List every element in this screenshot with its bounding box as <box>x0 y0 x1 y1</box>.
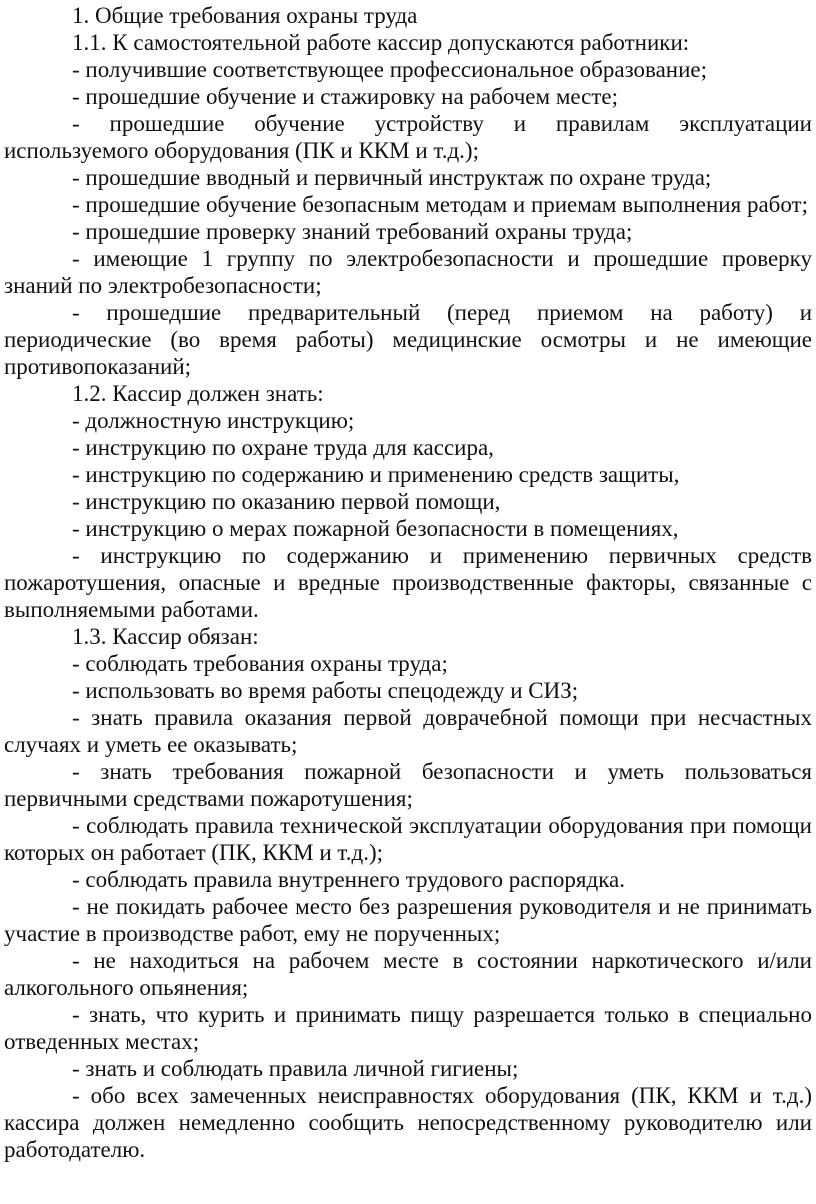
list-item: - соблюдать требования охраны труда; <box>72 651 448 676</box>
list-item: - должностную инструкцию; <box>72 408 355 433</box>
subsection-heading: 1.1. К самостоятельной работе кассир допускаются работники: <box>72 30 690 55</box>
list-item: - знать требования пожарной безопасности и уметь пользоваться первичными средствами пожаротушения; <box>4 759 812 811</box>
list-item: - соблюдать правила внутреннего трудового распорядка. <box>72 867 625 892</box>
list-item: - инструкцию о мерах пожарной безопасности в помещениях, <box>72 516 679 541</box>
list-item: - получившие соответствующее профессиональное образование; <box>72 57 708 82</box>
list-item: - знать и соблюдать правила личной гигиены; <box>72 1056 519 1081</box>
list-item: - знать правила оказания первой доврачебной помощи при несчастных случаях и уметь ее оказывать; <box>4 705 812 757</box>
list-item: - соблюдать правила технической эксплуатации оборудования при помощи которых он работает (ПК, ККМ и т.д.); <box>4 813 812 865</box>
list-item: - прошедшие вводный и первичный инструктаж по охране труда; <box>72 165 712 190</box>
list-item: - инструкцию по охране труда для кассира, <box>72 435 494 460</box>
list-item: - инструкцию по содержанию и применению средств защиты, <box>72 462 680 487</box>
list-item: - не покидать рабочее место без разрешения руководителя и не принимать участие в производстве работ, ему не порученных; <box>4 894 812 946</box>
list-item: - использовать во время работы спецодежду и СИЗ; <box>72 678 579 703</box>
list-item: - прошедшие обучение и стажировку на рабочем месте; <box>72 84 619 109</box>
subsection-heading: 1.2. Кассир должен знать: <box>72 381 324 406</box>
list-item: - инструкцию по оказанию первой помощи, <box>72 489 501 514</box>
subsection-heading: 1.3. Кассир обязан: <box>72 624 259 649</box>
section-heading: 1. Общие требования охраны труда <box>72 3 418 28</box>
list-item: - прошедшие проверку знаний требований охраны труда; <box>72 219 633 244</box>
list-item: - прошедшие обучение безопасным методам и приемам выполнения работ; <box>72 192 808 217</box>
list-item: - прошедшие предварительный (перед приемом на работу) и периодические (во время работы) медицинские осмотры и не имеющие противопоказаний; <box>4 300 812 379</box>
list-item: - не находиться на рабочем месте в состоянии наркотического и/или алкогольного опьянения; <box>4 948 812 1000</box>
list-item: - обо всех замеченных неисправностях оборудования (ПК, ККМ и т.д.) кассира должен немедленно сообщить непосредственному руководителю или работодателю. <box>4 1083 812 1162</box>
list-item: - знать, что курить и принимать пищу разрешается только в специально отведенных местах; <box>4 1002 812 1054</box>
document-body <box>4 2 812 1163</box>
list-item: - прошедшие обучение устройству и правилам эксплуатации используемого оборудования (ПК и ККМ и т.д.); <box>4 111 812 163</box>
list-item: - имеющие 1 группу по электробезопасности и прошедшие проверку знаний по электробезопасности; <box>4 246 812 298</box>
list-item: - инструкцию по содержанию и применению первичных средств пожаротушения, опасные и вредные производственные факторы, связанные с выполняемыми работами. <box>4 543 812 622</box>
